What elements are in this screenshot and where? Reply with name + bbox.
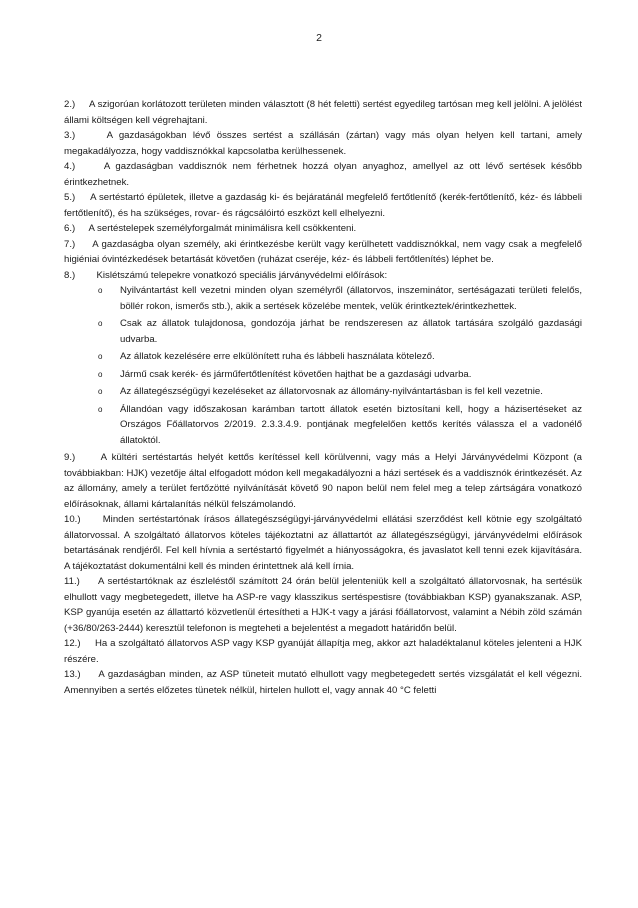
paragraph-5: 5.) A sertéstartó épületek, illetve a gazdaság ki- és bejáratánál megfelelő fertőtlenítő (kerék-fertőtlenítő, kéz- és lábbeli fertőtlenítő), és ha szükséges, rovar- és rágcsálóirtó eszközt kell elhelyezni. [64,192,582,219]
list-item-text: Csak az állatok tulajdonosa, gondozója járhat be rendszeresen az állatok tartására szolgáló gazdasági udvarba. [120,318,582,345]
list-item [98,402,582,449]
paragraph-4: 4.) A gazdaságban vaddisznók nem férhetnek hozzá olyan anyaghoz, amellyel az ott lévő sertések később érintkezhetnek. [64,161,582,188]
list-item [98,384,582,400]
paragraph-9: 9.) A kültéri sertéstartás helyét kettős kerítéssel kell körülvenni, vagy más a Helyi Járványvédelmi Központ (a továbbiakban: HJK) vezetője által elfogadott módon kell megakadályozni a házi sertések és a vaddisznók érintkezését. Az az állomány, amely a terület fertőzötté nyilvánítását követő 90 napon belül nem felel meg a telep zártságára vonatkozó előírásoknak, állami kártalanítás nélkül felszámolandó. [64,452,582,510]
paragraph-7: 7.) A gazdaságba olyan személy, aki érintkezésbe került vagy kerülhetett vaddisznókkal, nem vagy csak a megfelelő higiéniai óvintézkedések betartását követően (ruházat cseréje, kéz- és lábbeli fertőtlenítés) léphet be. [64,238,582,265]
list-item [98,367,582,383]
paragraph-10: 10.) Minden sertéstartónak írásos állategészségügyi-járványvédelmi ellátási szerződést kell kötnie egy szolgáltató állatorvossal. A szolgáltató állatorvos köteles tájékoztatni az állattartót az állategészségügyi, járványvédelmi előírások betartásának rendjéről. Fel kell hívnia a sertéstartó figyelmét a hiányosságokra, és javaslatot kell tenni ezek kijavítására. A tájékoztatást dokumentálni kell és minden érintettnek alá kell írnia. [64,514,582,572]
list-item [98,349,582,365]
paragraph-3: 3.) A gazdaságokban lévő összes sertést a szállásán (zártan) vagy más olyan helyen kell tartani, amely megakadályozza, hogy vaddisznókkal kapcsolatba kerülhessenek. [64,130,582,157]
bullet-list [64,283,582,448]
list-item-text: Nyilvántartást kell vezetni minden olyan személyről (állatorvos, inszeminátor, sertéságazati területi felelős, böllér rokon, ismerős stb.), akik a sertések közelébe mentek, velük érintkeztek/érintkezhettek. [120,285,582,312]
bullet-icon: o [98,369,103,379]
paragraph-11: 11.) A sertéstartóknak az észleléstől számított 24 órán belül jelenteniük kell a szolgáltató állatorvosnak, ha sertésük elhullott vagy megbetegedett, illetve ha ASP-re vagy klasszikus sertéspestisre (továbbiakban KSP) gyanakszanak. ASP, KSP gyanúja esetén az állattartó közvetlenül értesítheti a HJK-t vagy a járási főállatorvost, valamint a Nébih zöld számán (+36/80/263-2444) keresztül telefonon is megteheti a bejelentést a megadott határidőn belül. [64,576,582,634]
bullet-icon: o [98,352,103,361]
list-item-text: Az állategészségügyi kezeléseket az állatorvosnak az állomány-nyilvántartásban is fel kell vezetnie. [120,386,543,397]
bullet-icon: o [98,286,103,295]
list-item-text: Az állatok kezelésére erre elkülönített ruha és lábbeli használata kötelező. [120,351,435,362]
list-item [98,283,582,314]
bullet-icon: o [98,387,103,396]
paragraph-2: 2.) A szigorúan korlátozott területen minden választott (8 hét feletti) sertést egyedileg tartósan meg kell jelölni. A jelölést állami költségen kell végrehajtani. [64,99,582,126]
paragraph-12: 12.) Ha a szolgáltató állatorvos ASP vagy KSP gyanúját állapítja meg, akkor azt haladéktalanul köteles jelenteni a HJK részére. [64,638,582,665]
paragraph-8: 8.) Kislétszámú telepekre vonatkozó speciális járványvédelmi előírások: [64,269,388,281]
paragraph-6: 6.) A sertéstelepek személyforgalmát minimálisra kell csökkenteni. [64,223,357,234]
bullet-icon: o [98,404,103,414]
paragraph-13: 13.) A gazdaságban minden, az ASP tüneteit mutató elhullott vagy megbetegedett sertés vizsgálatát el kell végezni. Amennyiben a sertés előzetes tünetek nélkül, hirtelen hullott el, vagy annak 40 °C feletti [64,669,582,696]
list-item [98,316,582,347]
list-item-text: Jármű csak kerék- és járműfertőtlenítést követően hajthat be a gazdasági udvarba. [120,368,472,380]
list-item-text: Állandóan vagy időszakosan karámban tartott állatok esetén biztosítani kell, hogy a házisertéseket az Országos Főállatorvos 2/2019. 2.3.3.4.9. pontjának megfelelően kettős kerítés válassza el a vadonélő állatoktól. [120,403,582,446]
page-number: 2 [316,32,322,44]
document-body [64,97,582,698]
bullet-icon: o [98,319,103,328]
